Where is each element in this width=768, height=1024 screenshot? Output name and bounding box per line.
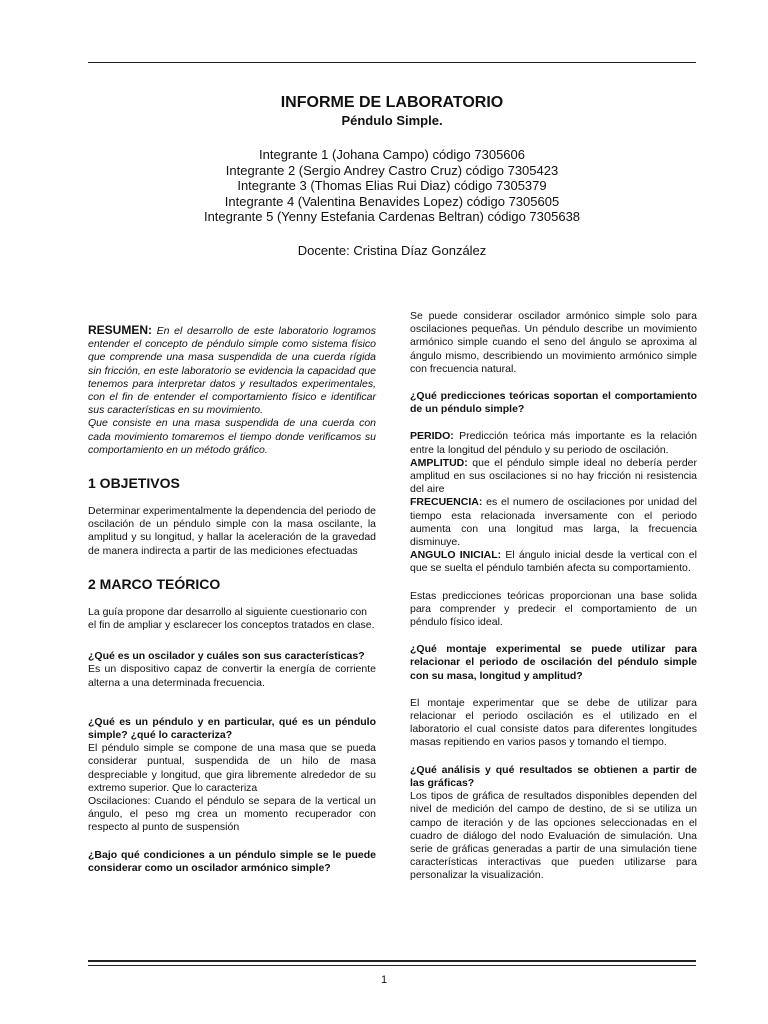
answer-condiciones: Se puede considerar oscilador armónico simple solo para oscilaciones pequeñas. Un péndulo describe un movimiento armónico simple cuando el seno del ángulo se aproxima al ángulo mismo, describiendo un movimiento armónico simple con frecuencia natural.: [410, 310, 697, 375]
top-rule: [88, 62, 696, 63]
member-line: Integrante 3 (Thomas Elias Rui Diaz) código 7305379: [237, 178, 547, 193]
frecuencia-text: es el numero de oscilaciones por unidad del tiempo esta relacionada inversamente con el periodo aumenta con una longitud mas larga, la frecuencia disminuye.: [410, 496, 697, 549]
frecuencia-paragraph: [410, 496, 697, 549]
amplitud-text: que el péndulo simple ideal no debería perder amplitud en sus oscilaciones si no hay fricción ni resistencia del aire: [410, 456, 698, 496]
question-montaje: ¿Qué montaje experimental se puede utilizar para relacionar el periodo de oscilación del péndulo simple con su masa, longitud y amplitud?: [410, 643, 697, 682]
angulo-text: El ángulo inicial desde la vertical con el que se suelta el péndulo también afecta su comportamiento.: [410, 549, 697, 575]
predicciones-summary: Estas predicciones teóricas proporcionan una base solida para comprender y predecir el comportamiento de un péndulo físico ideal.: [410, 589, 697, 629]
left-column: [88, 324, 376, 875]
marco-heading: 2 MARCO TEÓRICO: [88, 575, 221, 592]
marco-text: La guía propone dar desarrollo al siguiente cuestionario con el fin de ampliar y esclarecer los conceptos tratados en clase.: [88, 605, 375, 632]
question-pendulo: ¿Qué es un péndulo y en particular, qué es un péndulo simple? ¿qué lo caracteriza?: [88, 715, 376, 742]
angulo-label: ANGULO INICIAL:: [410, 549, 502, 562]
objetivos-heading: 1 OBJETIVOS: [88, 475, 180, 492]
member-line: Integrante 4 (Valentina Benavides Lopez) código 7305605: [224, 193, 560, 209]
document-header: [88, 94, 696, 259]
page-number: 1: [380, 974, 388, 986]
bottom-rule-thick: [88, 960, 696, 962]
answer-pendulo: El péndulo simple se compone de una masa que se pueda considerar puntual, suspendida de un hilo de masa despreciable y longitud, que gira libremente alrededor de su extremo superior. Que lo caracteriza: [88, 742, 376, 794]
bottom-rule-thin: [88, 965, 696, 966]
perido-paragraph: [410, 430, 697, 456]
document-subtitle: Péndulo Simple.: [341, 113, 443, 128]
resumen-text-2: Que consiste en una masa suspendida de una cuerda con cada movimiento tomaremos el tiempo donde verificamos su comportamiento en un método gráfico.: [88, 417, 376, 456]
perido-label: PERIDO:: [410, 430, 454, 443]
question-oscilador: ¿Qué es un oscilador y cuáles son sus características?: [88, 650, 365, 663]
members-list: [88, 147, 696, 225]
answer-oscilaciones: Oscilaciones: Cuando el péndulo se separa de la vertical un ángulo, el peso mg crea un momento recuperador con respecto al punto de suspensión: [88, 795, 376, 834]
question-predicciones: ¿Qué predicciones teóricas soportan el comportamiento de un péndulo simple?: [410, 390, 697, 416]
angulo-paragraph: [410, 549, 697, 575]
answer-montaje: El montaje experimentar que se debe de utilizar para relacionar el periodo oscilación es el utilizado en el laboratorio el cual consiste datos para diferentes longitudes masas repitiendo en varios pasos y tomando el tiempo.: [410, 696, 697, 749]
document-title: INFORME DE LABORATORIO: [280, 94, 504, 111]
amplitud-label: AMPLITUD:: [410, 456, 468, 469]
answer-oscilador: Es un dispositivo capaz de convertir la energía de corriente alterna a una determinada frecuencia.: [88, 663, 376, 689]
amplitud-paragraph: [410, 457, 697, 497]
member-line: Integrante 2 (Sergio Andrey Castro Cruz) código 7305423: [225, 162, 559, 178]
resumen-paragraph: [88, 324, 376, 417]
resumen-label: RESUMEN:: [88, 323, 153, 337]
answer-analisis: Los tipos de gráfica de resultados disponibles dependen del nivel de medición del campo de destino, de si se utiliza un campo de iteración y de las opciones seleccionadas en el cuadro de diálogo del nodo Evaluación de simulación. Una serie de gráficas generadas a partir de una simulación tiene características interactivas que pueden utilizarse para personalizar la visualización.: [410, 790, 697, 882]
member-line: Integrante 5 (Yenny Estefania Cardenas Beltran) código 7305638: [203, 209, 581, 224]
objetivos-text: Determinar experimentalmente la dependencia del periodo de oscilación de un péndulo simple con la masa oscilante, la amplitud y su longitud, y hallar la aceleración de la gravedad de manera indirecta a partir de las mediciones efectuadas: [88, 505, 376, 557]
member-line: Integrante 1 (Johana Campo) código 7305606: [259, 147, 525, 162]
question-analisis: ¿Qué análisis y qué resultados se obtienen a partir de las gráficas?: [410, 763, 697, 789]
perido-text: Predicción teórica más importante es la relación entre la longitud del péndulo y su periodo de oscilación.: [410, 430, 697, 456]
frecuencia-label: FRECUENCIA:: [410, 496, 483, 509]
right-column: [410, 310, 697, 883]
question-condiciones: ¿Bajo qué condiciones a un péndulo simple se le puede considerar como un oscilador armónico simple?: [88, 848, 376, 874]
resumen-text: En el desarrollo de este laboratorio logramos entender el concepto de péndulo simple como sistema físico que comprende una masa suspendida de una cuerda rígida sin fricción, en este laboratorio se evidencia la capacidad que tenemos para interpretar datos y resultados experimentales, con el fin de entender el comportamiento físico e identificar sus características en su movimiento.: [88, 325, 377, 417]
docente-line: Docente: Cristina Díaz González: [297, 242, 487, 258]
